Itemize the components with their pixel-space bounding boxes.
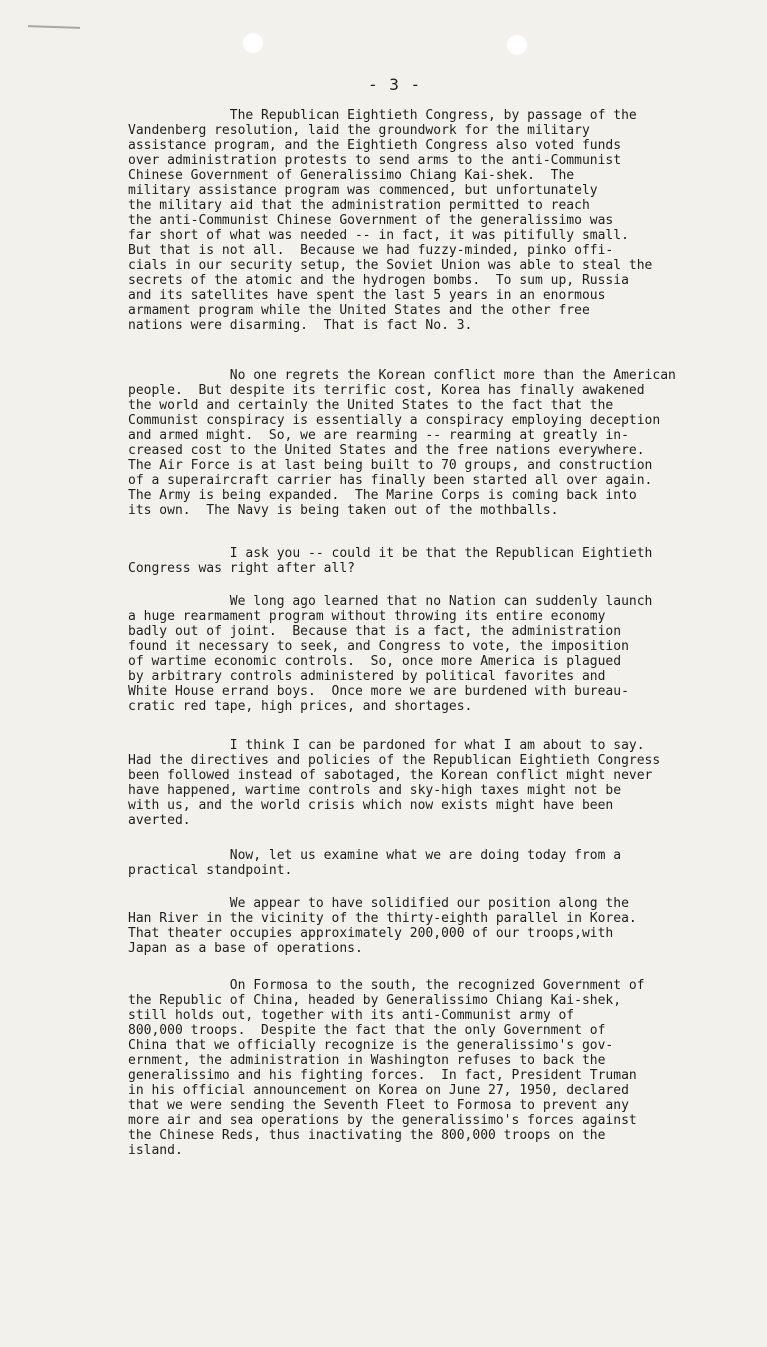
pencil-mark — [28, 25, 80, 29]
page-number: - 3 - — [368, 75, 422, 94]
paragraph-3: I ask you -- could it be that the Republican Eightieth Congress was right after all? — [128, 546, 653, 576]
paragraph-6: Now, let us examine what we are doing today from a practical standpoint. — [128, 848, 622, 878]
paragraph-1: The Republican Eightieth Congress, by passage of the Vandenberg resolution, laid the groundwork for the military assistance program, and the Eightieth Congress also voted funds over administration protests to send arms to the anti-Communist Chinese Government of Generalissimo Chiang Kai-shek. The military assistance program was commenced, but unfortunately the military aid that the administration permitted to reach the anti-Communist Chinese Government of the generalissimo was far short of what was needed -- in fact, it was pitifully small. But that is not all. Because we had fuzzy-minded, pinko offi- cials in our security setup, the Soviet Union was able to steal the secrets of the atomic and the hydrogen bombs. To sum up, Russia and its satellites have spent the last 5 years in an enormous armament program while the United States and the other free nations were disarming. That is fact No. 3. — [128, 108, 653, 333]
punch-hole-right — [506, 34, 528, 56]
paragraph-4: We long ago learned that no Nation can suddenly launch a huge rearmament program without throwing its entire economy badly out of joint. Because that is a fact, the administration found it necessary to seek, and Congress to vote, the imposition of wartime economic controls. So, once more America is plagued by arbitrary controls administered by political favorites and White House errand boys. Once more we are burdened with bureau- cratic red tape, high prices, and shortages. — [128, 594, 653, 714]
paragraph-8: On Formosa to the south, the recognized Government of the Republic of China, headed by Generalissimo Chiang Kai-shek, still holds out, together with its anti-Communist army of 800,000 troops. Despite the fact that the only Government of China that we officially recognize is the generalissimo's gov- ernment, the administration in Washington refuses to back the generalissimo and his fighting forces. In fact, President Truman in his official announcement on Korea on June 27, 1950, declared that we were sending the Seventh Fleet to Formosa to prevent any more air and sea operations by the generalissimo's forces against the Chinese Reds, thus inactivating the 800,000 troops on the island. — [128, 978, 645, 1158]
paragraph-7: We appear to have solidified our position along the Han River in the vicinity of the thirty-eighth parallel in Korea. That theater occupies approximately 200,000 of our troops,with Japan as a base of operations. — [128, 896, 637, 956]
paragraph-5: I think I can be pardoned for what I am about to say. Had the directives and policies of the Republican Eightieth Congress been followed instead of sabotaged, the Korean conflict might never have happened, wartime controls and sky-high taxes might not be with us, and the world crisis which now exists might have been averted. — [128, 738, 661, 828]
paragraph-2: No one regrets the Korean conflict more than the American people. But despite its terrific cost, Korea has finally awakened the world and certainly the United States to the fact that the Communist conspiracy is essentially a conspiracy employing deception and armed might. So, we are rearming -- rearming at greatly in- creased cost to the United States and the free nations everywhere. The Air Force is at last being built to 70 groups, and construction of a superaircraft carrier has finally been started all over again. The Army is being expanded. The Marine Corps is coming back into its own. The Navy is being taken out of the mothballs. — [128, 368, 676, 518]
punch-hole-left — [242, 32, 264, 54]
